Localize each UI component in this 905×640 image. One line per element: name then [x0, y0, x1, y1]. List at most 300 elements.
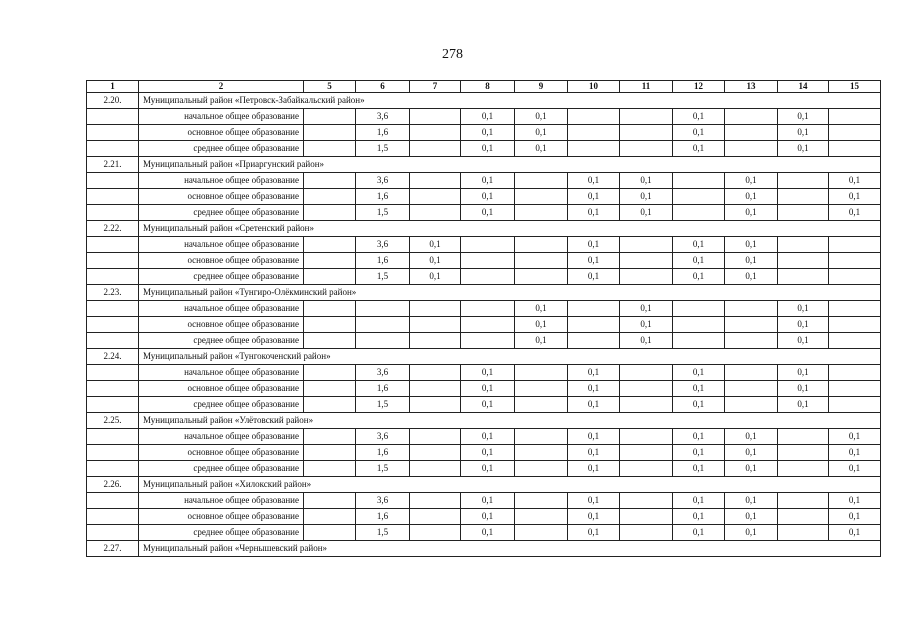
value-cell [356, 333, 410, 349]
column-header: 7 [410, 81, 461, 93]
value-cell [568, 125, 620, 141]
section-row [87, 413, 881, 429]
value-cell: 0,1 [829, 509, 881, 525]
value-cell [410, 301, 461, 317]
row-number-cell [87, 269, 139, 285]
value-cell: 0,1 [829, 173, 881, 189]
value-cell: 0,1 [673, 365, 725, 381]
value-cell: 1,5 [356, 205, 410, 221]
column-header: 12 [673, 81, 725, 93]
value-cell: 0,1 [725, 493, 778, 509]
value-cell: 1,5 [356, 269, 410, 285]
section-number: 2.24. [87, 349, 139, 365]
value-cell [304, 525, 356, 541]
value-cell: 0,1 [673, 381, 725, 397]
column-header: 15 [829, 81, 881, 93]
value-cell [515, 237, 568, 253]
value-cell: 0,1 [461, 397, 515, 413]
value-cell: 0,1 [673, 397, 725, 413]
row-number-cell [87, 365, 139, 381]
value-cell [620, 445, 673, 461]
section-number: 2.26. [87, 477, 139, 493]
table-row [87, 509, 881, 525]
section-number: 2.23. [87, 285, 139, 301]
value-cell [725, 141, 778, 157]
value-cell [778, 461, 829, 477]
value-cell [778, 173, 829, 189]
table-row [87, 109, 881, 125]
section-name: Муниципальный район «Сретенский район» [139, 221, 881, 237]
education-level: среднее общее образование [139, 461, 304, 477]
value-cell [620, 269, 673, 285]
column-header: 6 [356, 81, 410, 93]
section-name: Муниципальный район «Улётовский район» [139, 413, 881, 429]
value-cell: 0,1 [461, 173, 515, 189]
value-cell: 0,1 [673, 253, 725, 269]
section-name: Муниципальный район «Хилокский район» [139, 477, 881, 493]
value-cell [515, 269, 568, 285]
value-cell: 0,1 [620, 333, 673, 349]
value-cell [515, 461, 568, 477]
value-cell: 0,1 [778, 301, 829, 317]
value-cell: 0,1 [673, 509, 725, 525]
column-header: 11 [620, 81, 673, 93]
value-cell: 0,1 [461, 141, 515, 157]
value-cell: 0,1 [829, 445, 881, 461]
value-cell [515, 445, 568, 461]
value-cell [673, 205, 725, 221]
value-cell: 0,1 [725, 205, 778, 221]
value-cell [829, 317, 881, 333]
value-cell [515, 253, 568, 269]
value-cell: 0,1 [461, 189, 515, 205]
value-cell [410, 173, 461, 189]
value-cell: 0,1 [725, 253, 778, 269]
section-row [87, 285, 881, 301]
value-cell [829, 237, 881, 253]
value-cell: 0,1 [829, 429, 881, 445]
value-cell: 0,1 [778, 109, 829, 125]
table-row [87, 493, 881, 509]
value-cell [778, 493, 829, 509]
section-name: Муниципальный район «Приаргунский район» [139, 157, 881, 173]
value-cell [461, 301, 515, 317]
value-cell [620, 141, 673, 157]
value-cell: 0,1 [568, 509, 620, 525]
value-cell: 0,1 [461, 365, 515, 381]
value-cell [304, 445, 356, 461]
value-cell [673, 189, 725, 205]
education-level: среднее общее образование [139, 205, 304, 221]
section-number: 2.22. [87, 221, 139, 237]
value-cell [725, 381, 778, 397]
row-number-cell [87, 253, 139, 269]
value-cell: 3,6 [356, 237, 410, 253]
table-row [87, 237, 881, 253]
value-cell [829, 253, 881, 269]
column-header: 2 [139, 81, 304, 93]
value-cell [778, 445, 829, 461]
value-cell [410, 141, 461, 157]
value-cell [725, 333, 778, 349]
value-cell [829, 125, 881, 141]
row-number-cell [87, 109, 139, 125]
education-level: основное общее образование [139, 509, 304, 525]
value-cell: 0,1 [461, 445, 515, 461]
value-cell: 0,1 [673, 125, 725, 141]
value-cell [304, 461, 356, 477]
value-cell [829, 397, 881, 413]
section-name: Муниципальный район «Чернышевский район» [139, 541, 881, 557]
value-cell [410, 205, 461, 221]
section-number: 2.21. [87, 157, 139, 173]
row-number-cell [87, 237, 139, 253]
value-cell: 0,1 [515, 317, 568, 333]
row-number-cell [87, 493, 139, 509]
value-cell: 0,1 [568, 397, 620, 413]
value-cell [304, 333, 356, 349]
value-cell [673, 317, 725, 333]
value-cell: 1,5 [356, 525, 410, 541]
value-cell: 3,6 [356, 365, 410, 381]
value-cell: 0,1 [778, 381, 829, 397]
table-row [87, 141, 881, 157]
value-cell: 1,6 [356, 189, 410, 205]
value-cell [829, 141, 881, 157]
education-level: начальное общее образование [139, 365, 304, 381]
value-cell: 0,1 [673, 525, 725, 541]
value-cell [410, 125, 461, 141]
value-cell [515, 381, 568, 397]
value-cell [410, 365, 461, 381]
value-cell: 0,1 [673, 237, 725, 253]
education-level: среднее общее образование [139, 333, 304, 349]
row-number-cell [87, 189, 139, 205]
value-cell: 0,1 [568, 205, 620, 221]
value-cell [620, 237, 673, 253]
education-level: начальное общее образование [139, 493, 304, 509]
value-cell: 1,6 [356, 381, 410, 397]
table-row [87, 445, 881, 461]
value-cell [304, 125, 356, 141]
education-level: среднее общее образование [139, 397, 304, 413]
row-number-cell [87, 173, 139, 189]
value-cell [410, 109, 461, 125]
row-number-cell [87, 445, 139, 461]
value-cell: 0,1 [568, 381, 620, 397]
value-cell [568, 333, 620, 349]
section-name: Муниципальный район «Петровск-Забайкальский район» [139, 93, 881, 109]
row-number-cell [87, 381, 139, 397]
value-cell [673, 333, 725, 349]
value-cell: 0,1 [725, 461, 778, 477]
value-cell [725, 109, 778, 125]
value-cell [461, 269, 515, 285]
value-cell: 0,1 [568, 253, 620, 269]
value-cell: 0,1 [829, 493, 881, 509]
row-number-cell [87, 205, 139, 221]
section-row [87, 477, 881, 493]
value-cell [304, 397, 356, 413]
value-cell: 0,1 [461, 381, 515, 397]
value-cell: 3,6 [356, 109, 410, 125]
value-cell: 3,6 [356, 429, 410, 445]
column-header: 13 [725, 81, 778, 93]
value-cell: 0,1 [725, 525, 778, 541]
value-cell: 0,1 [410, 269, 461, 285]
table-row [87, 461, 881, 477]
value-cell [515, 429, 568, 445]
education-level: основное общее образование [139, 317, 304, 333]
value-cell [515, 397, 568, 413]
value-cell [829, 365, 881, 381]
value-cell [410, 445, 461, 461]
value-cell: 0,1 [673, 461, 725, 477]
value-cell [620, 493, 673, 509]
value-cell: 0,1 [461, 493, 515, 509]
column-header: 9 [515, 81, 568, 93]
value-cell: 0,1 [725, 445, 778, 461]
table-body [87, 93, 881, 557]
value-cell [304, 317, 356, 333]
row-number-cell [87, 509, 139, 525]
section-name: Муниципальный район «Тунгокоченский район» [139, 349, 881, 365]
column-header: 1 [87, 81, 139, 93]
section-number: 2.25. [87, 413, 139, 429]
value-cell [778, 237, 829, 253]
value-cell [725, 397, 778, 413]
value-cell: 0,1 [725, 429, 778, 445]
value-cell [620, 461, 673, 477]
value-cell: 0,1 [673, 493, 725, 509]
value-cell: 0,1 [461, 461, 515, 477]
value-cell [304, 141, 356, 157]
value-cell [461, 317, 515, 333]
value-cell [725, 365, 778, 381]
education-level: основное общее образование [139, 445, 304, 461]
value-cell: 0,1 [515, 109, 568, 125]
value-cell: 0,1 [568, 365, 620, 381]
value-cell: 0,1 [461, 109, 515, 125]
value-cell [778, 253, 829, 269]
table-row [87, 317, 881, 333]
value-cell [829, 269, 881, 285]
value-cell [304, 381, 356, 397]
value-cell: 0,1 [778, 365, 829, 381]
column-header: 8 [461, 81, 515, 93]
value-cell [304, 253, 356, 269]
value-cell: 0,1 [725, 509, 778, 525]
value-cell: 0,1 [568, 269, 620, 285]
value-cell [725, 301, 778, 317]
section-name: Муниципальный район «Тунгиро-Олёкминский район» [139, 285, 881, 301]
value-cell: 0,1 [620, 189, 673, 205]
value-cell: 1,6 [356, 125, 410, 141]
value-cell [829, 301, 881, 317]
table-row [87, 365, 881, 381]
value-cell: 0,1 [515, 125, 568, 141]
table-row [87, 301, 881, 317]
value-cell [620, 125, 673, 141]
value-cell: 0,1 [620, 317, 673, 333]
value-cell [620, 381, 673, 397]
value-cell: 0,1 [461, 125, 515, 141]
table-row [87, 525, 881, 541]
table-row [87, 269, 881, 285]
value-cell: 0,1 [778, 317, 829, 333]
row-number-cell [87, 125, 139, 141]
value-cell [620, 109, 673, 125]
value-cell: 0,1 [410, 237, 461, 253]
value-cell: 1,6 [356, 445, 410, 461]
row-number-cell [87, 461, 139, 477]
value-cell: 0,1 [568, 493, 620, 509]
value-cell [620, 365, 673, 381]
education-level: основное общее образование [139, 189, 304, 205]
value-cell: 0,1 [568, 525, 620, 541]
table-row [87, 397, 881, 413]
value-cell [778, 525, 829, 541]
value-cell: 0,1 [620, 173, 673, 189]
row-number-cell [87, 333, 139, 349]
value-cell [304, 109, 356, 125]
value-cell [410, 461, 461, 477]
value-cell [410, 493, 461, 509]
value-cell: 1,6 [356, 509, 410, 525]
row-number-cell [87, 525, 139, 541]
page-number: 278 [442, 47, 463, 62]
value-cell: 0,1 [778, 125, 829, 141]
value-cell [304, 173, 356, 189]
education-level: начальное общее образование [139, 173, 304, 189]
value-cell [725, 317, 778, 333]
value-cell: 0,1 [568, 237, 620, 253]
value-cell [304, 189, 356, 205]
row-number-cell [87, 317, 139, 333]
value-cell: 3,6 [356, 173, 410, 189]
value-cell [410, 429, 461, 445]
value-cell [568, 109, 620, 125]
education-level: основное общее образование [139, 381, 304, 397]
value-cell: 1,5 [356, 461, 410, 477]
value-cell: 0,1 [410, 253, 461, 269]
value-cell: 0,1 [568, 189, 620, 205]
section-row [87, 221, 881, 237]
value-cell: 0,1 [673, 109, 725, 125]
value-cell: 0,1 [515, 333, 568, 349]
value-cell [620, 509, 673, 525]
value-cell: 0,1 [461, 525, 515, 541]
section-number: 2.20. [87, 93, 139, 109]
value-cell: 0,1 [725, 237, 778, 253]
value-cell: 0,1 [515, 301, 568, 317]
table-row [87, 173, 881, 189]
value-cell: 0,1 [725, 189, 778, 205]
value-cell [673, 301, 725, 317]
table-row [87, 189, 881, 205]
value-cell: 0,1 [568, 429, 620, 445]
education-level: начальное общее образование [139, 301, 304, 317]
value-cell [620, 397, 673, 413]
value-cell [304, 301, 356, 317]
value-cell [515, 525, 568, 541]
value-cell: 0,1 [829, 205, 881, 221]
value-cell [304, 269, 356, 285]
value-cell [356, 317, 410, 333]
value-cell: 0,1 [673, 445, 725, 461]
header-row [87, 81, 881, 93]
value-cell [304, 205, 356, 221]
row-number-cell [87, 429, 139, 445]
value-cell [304, 493, 356, 509]
value-cell [568, 141, 620, 157]
table-row [87, 205, 881, 221]
value-cell [461, 333, 515, 349]
data-table [86, 80, 881, 557]
education-level: основное общее образование [139, 125, 304, 141]
value-cell: 0,1 [829, 189, 881, 205]
section-row [87, 349, 881, 365]
value-cell: 1,5 [356, 397, 410, 413]
education-level: среднее общее образование [139, 525, 304, 541]
value-cell: 0,1 [461, 429, 515, 445]
value-cell [356, 301, 410, 317]
value-cell: 0,1 [673, 269, 725, 285]
education-level: среднее общее образование [139, 141, 304, 157]
section-row [87, 93, 881, 109]
value-cell [515, 493, 568, 509]
value-cell [620, 525, 673, 541]
section-number: 2.27. [87, 541, 139, 557]
table-row [87, 253, 881, 269]
value-cell: 0,1 [829, 461, 881, 477]
value-cell [778, 269, 829, 285]
value-cell: 0,1 [725, 269, 778, 285]
value-cell: 0,1 [461, 509, 515, 525]
value-cell [410, 509, 461, 525]
value-cell [515, 509, 568, 525]
row-number-cell [87, 141, 139, 157]
value-cell [410, 381, 461, 397]
education-level: начальное общее образование [139, 429, 304, 445]
value-cell [304, 365, 356, 381]
value-cell [304, 429, 356, 445]
value-cell: 0,1 [778, 141, 829, 157]
education-level: основное общее образование [139, 253, 304, 269]
value-cell [725, 125, 778, 141]
education-level: начальное общее образование [139, 109, 304, 125]
value-cell: 0,1 [673, 429, 725, 445]
value-cell [304, 509, 356, 525]
value-cell: 0,1 [725, 173, 778, 189]
table-row [87, 333, 881, 349]
value-cell: 1,6 [356, 253, 410, 269]
value-cell [778, 189, 829, 205]
value-cell [829, 109, 881, 125]
value-cell: 0,1 [620, 205, 673, 221]
value-cell: 0,1 [568, 173, 620, 189]
value-cell [829, 333, 881, 349]
value-cell [778, 429, 829, 445]
value-cell [673, 173, 725, 189]
education-level: среднее общее образование [139, 269, 304, 285]
value-cell [461, 237, 515, 253]
value-cell: 0,1 [461, 205, 515, 221]
table-row [87, 429, 881, 445]
value-cell [410, 525, 461, 541]
column-header: 10 [568, 81, 620, 93]
education-level: начальное общее образование [139, 237, 304, 253]
